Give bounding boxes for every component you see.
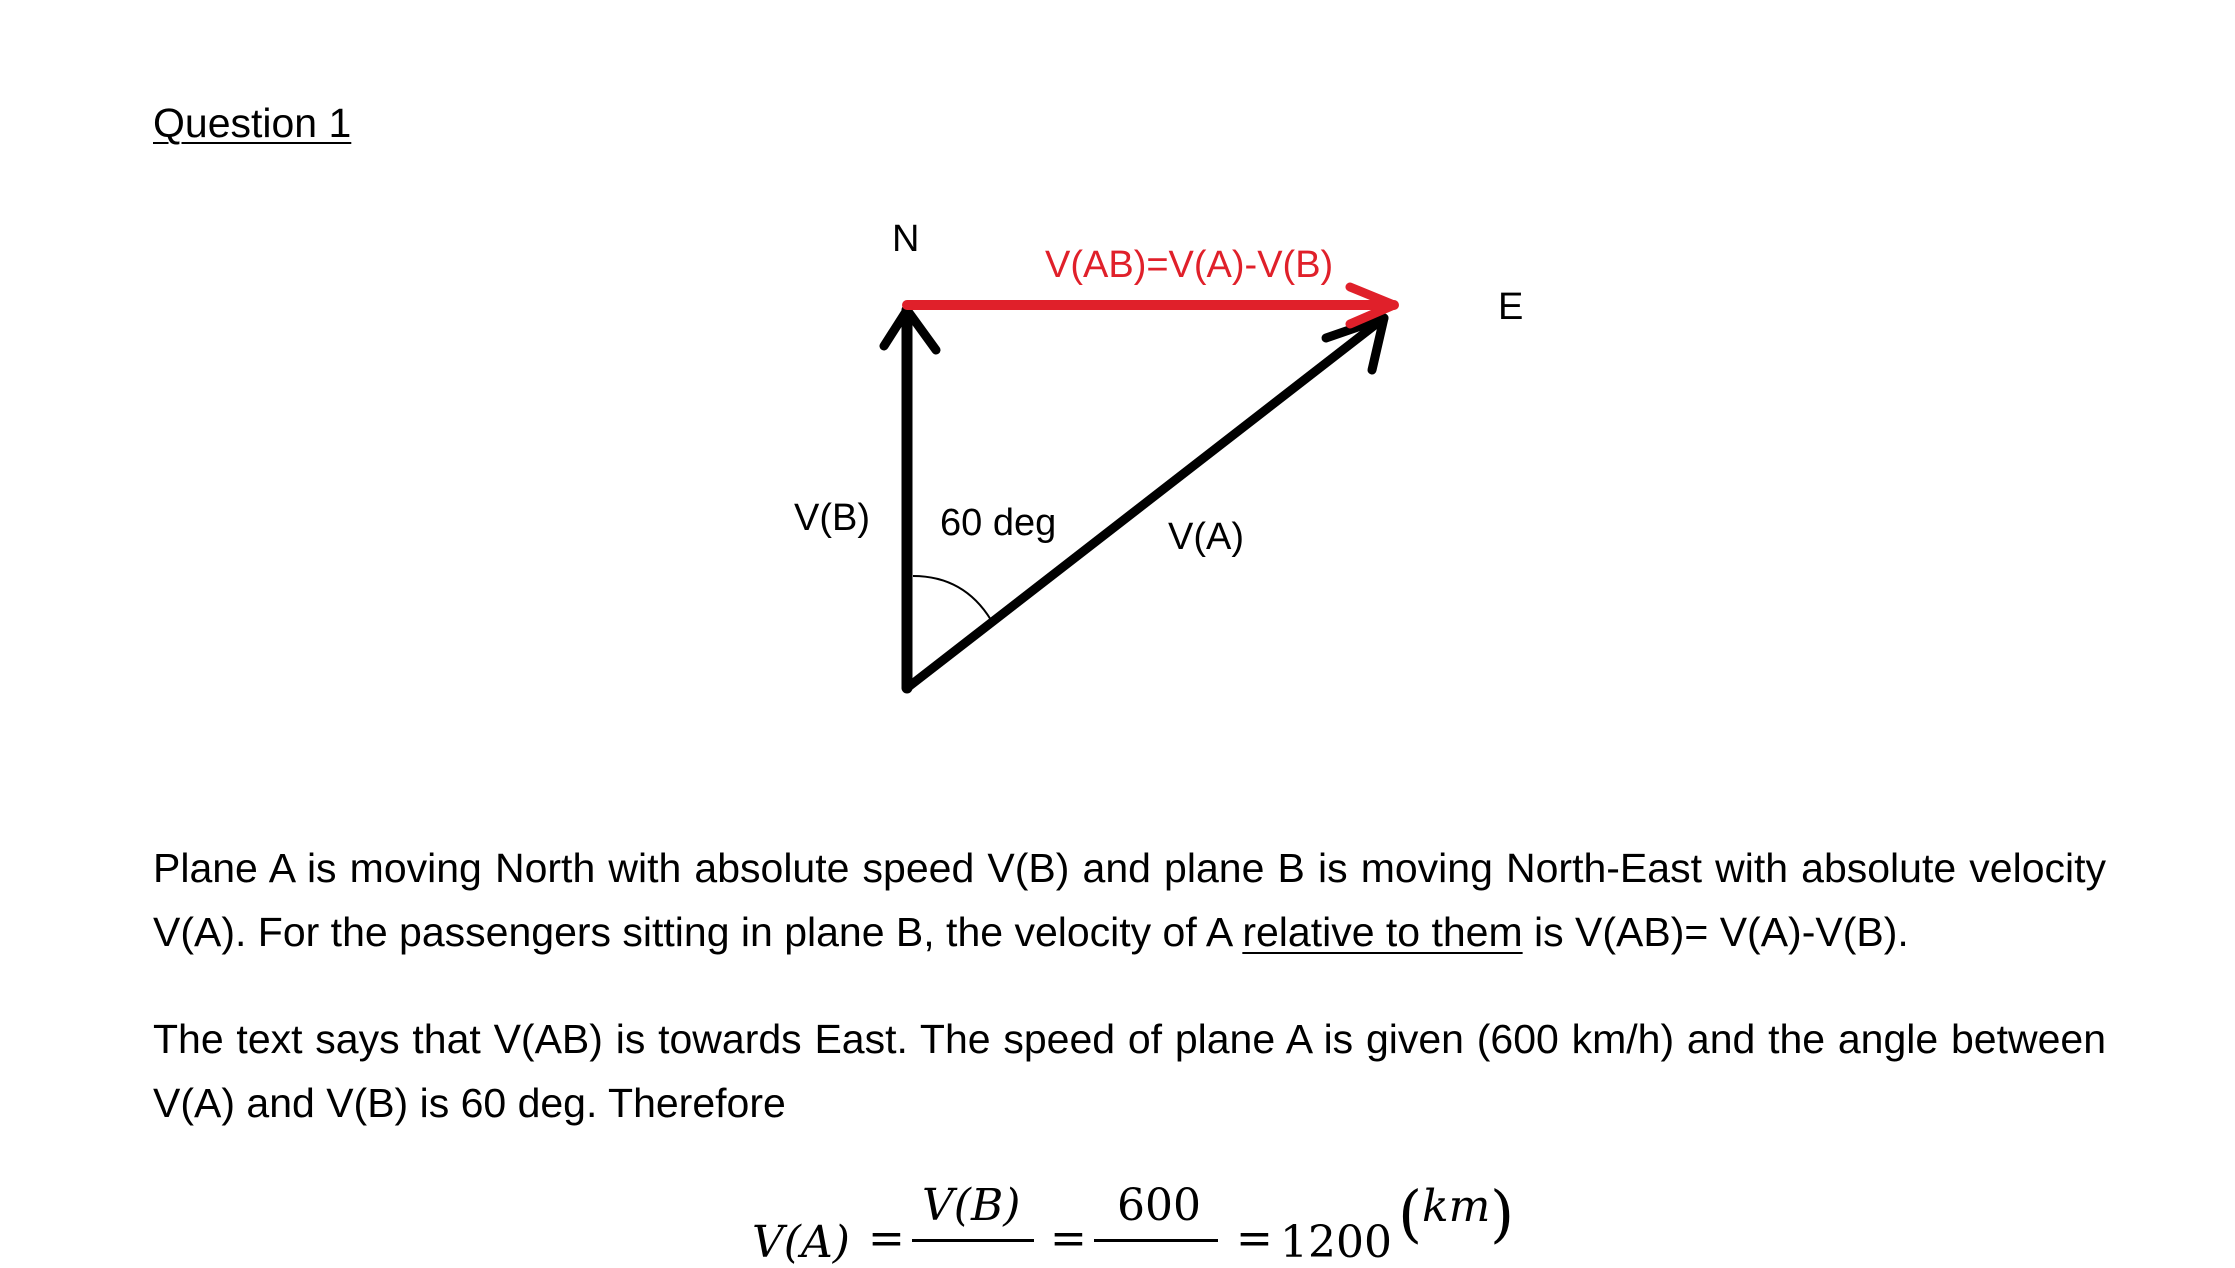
paragraph-1 — [153, 836, 2106, 964]
unit-left-paren: ( — [1398, 1177, 1423, 1250]
angle-label: 60 deg — [940, 502, 1057, 544]
east-label: E — [1498, 286, 1524, 328]
equation-lhs: V(A) — [752, 1217, 850, 1268]
equation-result: 1200 — [1280, 1217, 1392, 1268]
vab-label: V(AB)=V(A)-V(B) — [1045, 244, 1334, 286]
va-label: V(A) — [1168, 516, 1244, 558]
fraction-2-numerator: 600 — [1117, 1180, 1201, 1231]
equation-equals-1: = — [868, 1213, 905, 1264]
paragraph-1-text-b: is V(AB)= V(A)-V(B). — [1522, 909, 1909, 955]
equation-equals-2: = — [1050, 1213, 1087, 1264]
north-label: N — [892, 218, 920, 260]
paragraph-1-text-a: Plane A is moving North with absolute speed V(B) and plane B is moving North-East with absolute velocity V(A). For the passengers sitting in plane B, the velocity of A — [153, 845, 2106, 955]
equation — [0, 1175, 2235, 1268]
fraction-1-numerator: V(B) — [922, 1180, 1021, 1231]
relative-to-them-underlined: relative to them — [1242, 909, 1523, 955]
question-heading: Question 1 — [153, 100, 352, 146]
angle-arc — [913, 576, 991, 620]
vb-label: V(B) — [794, 497, 870, 539]
equation-equals-3: = — [1236, 1213, 1273, 1264]
unit-right-paren: ) — [1490, 1177, 1515, 1250]
unit-numerator: km — [1422, 1181, 1491, 1232]
paragraph-2: The text says that V(AB) is towards East. The speed of plane A is given (600 km/h) and the angle between V(A) and V(B) is 60 deg. Therefore — [153, 1016, 2106, 1126]
